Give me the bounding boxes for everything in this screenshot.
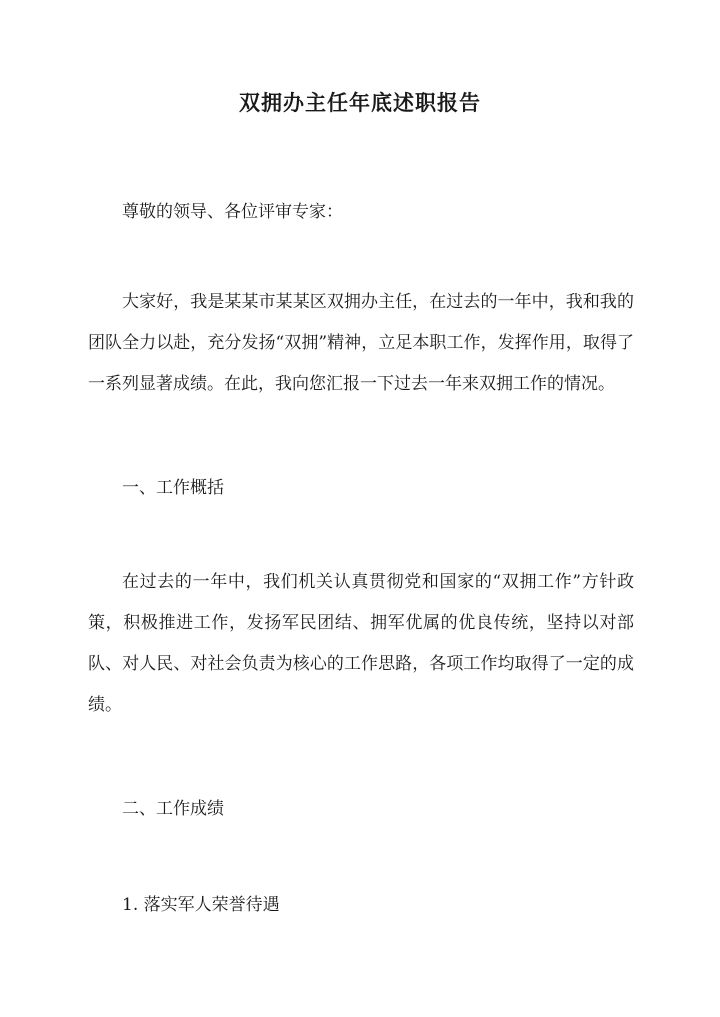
salutation: 尊敬的领导、各位评审专家： (122, 202, 343, 222)
section-heading-overview: 一、工作概括 (122, 478, 224, 498)
intro-paragraph: 大家好，我是某某市某某区双拥办主任，在过去的一年中，我和我的团队全力以赴，充分发扬“双拥”精神，立足本职工作，发挥作用，取得了一系列显著成绩。在此，我向您汇报一下过去一年来双拥工作的情况。 (88, 292, 634, 394)
document-title: 双拥办主任年底述职报告 (239, 90, 481, 115)
overview-paragraph: 在过去的一年中，我们机关认真贯彻党和国家的“双拥工作”方针政策，积极推进工作，发扬军民团结、拥军优属的优良传统，坚持以对部队、对人民、对社会负责为核心的工作思路，各项工作均取得了一定的成绩。 (88, 572, 634, 715)
section-heading-achievements: 二、工作成绩 (122, 799, 224, 819)
subsection-heading-military-honors: 1. 落实军人荣誉待遇 (122, 895, 280, 915)
